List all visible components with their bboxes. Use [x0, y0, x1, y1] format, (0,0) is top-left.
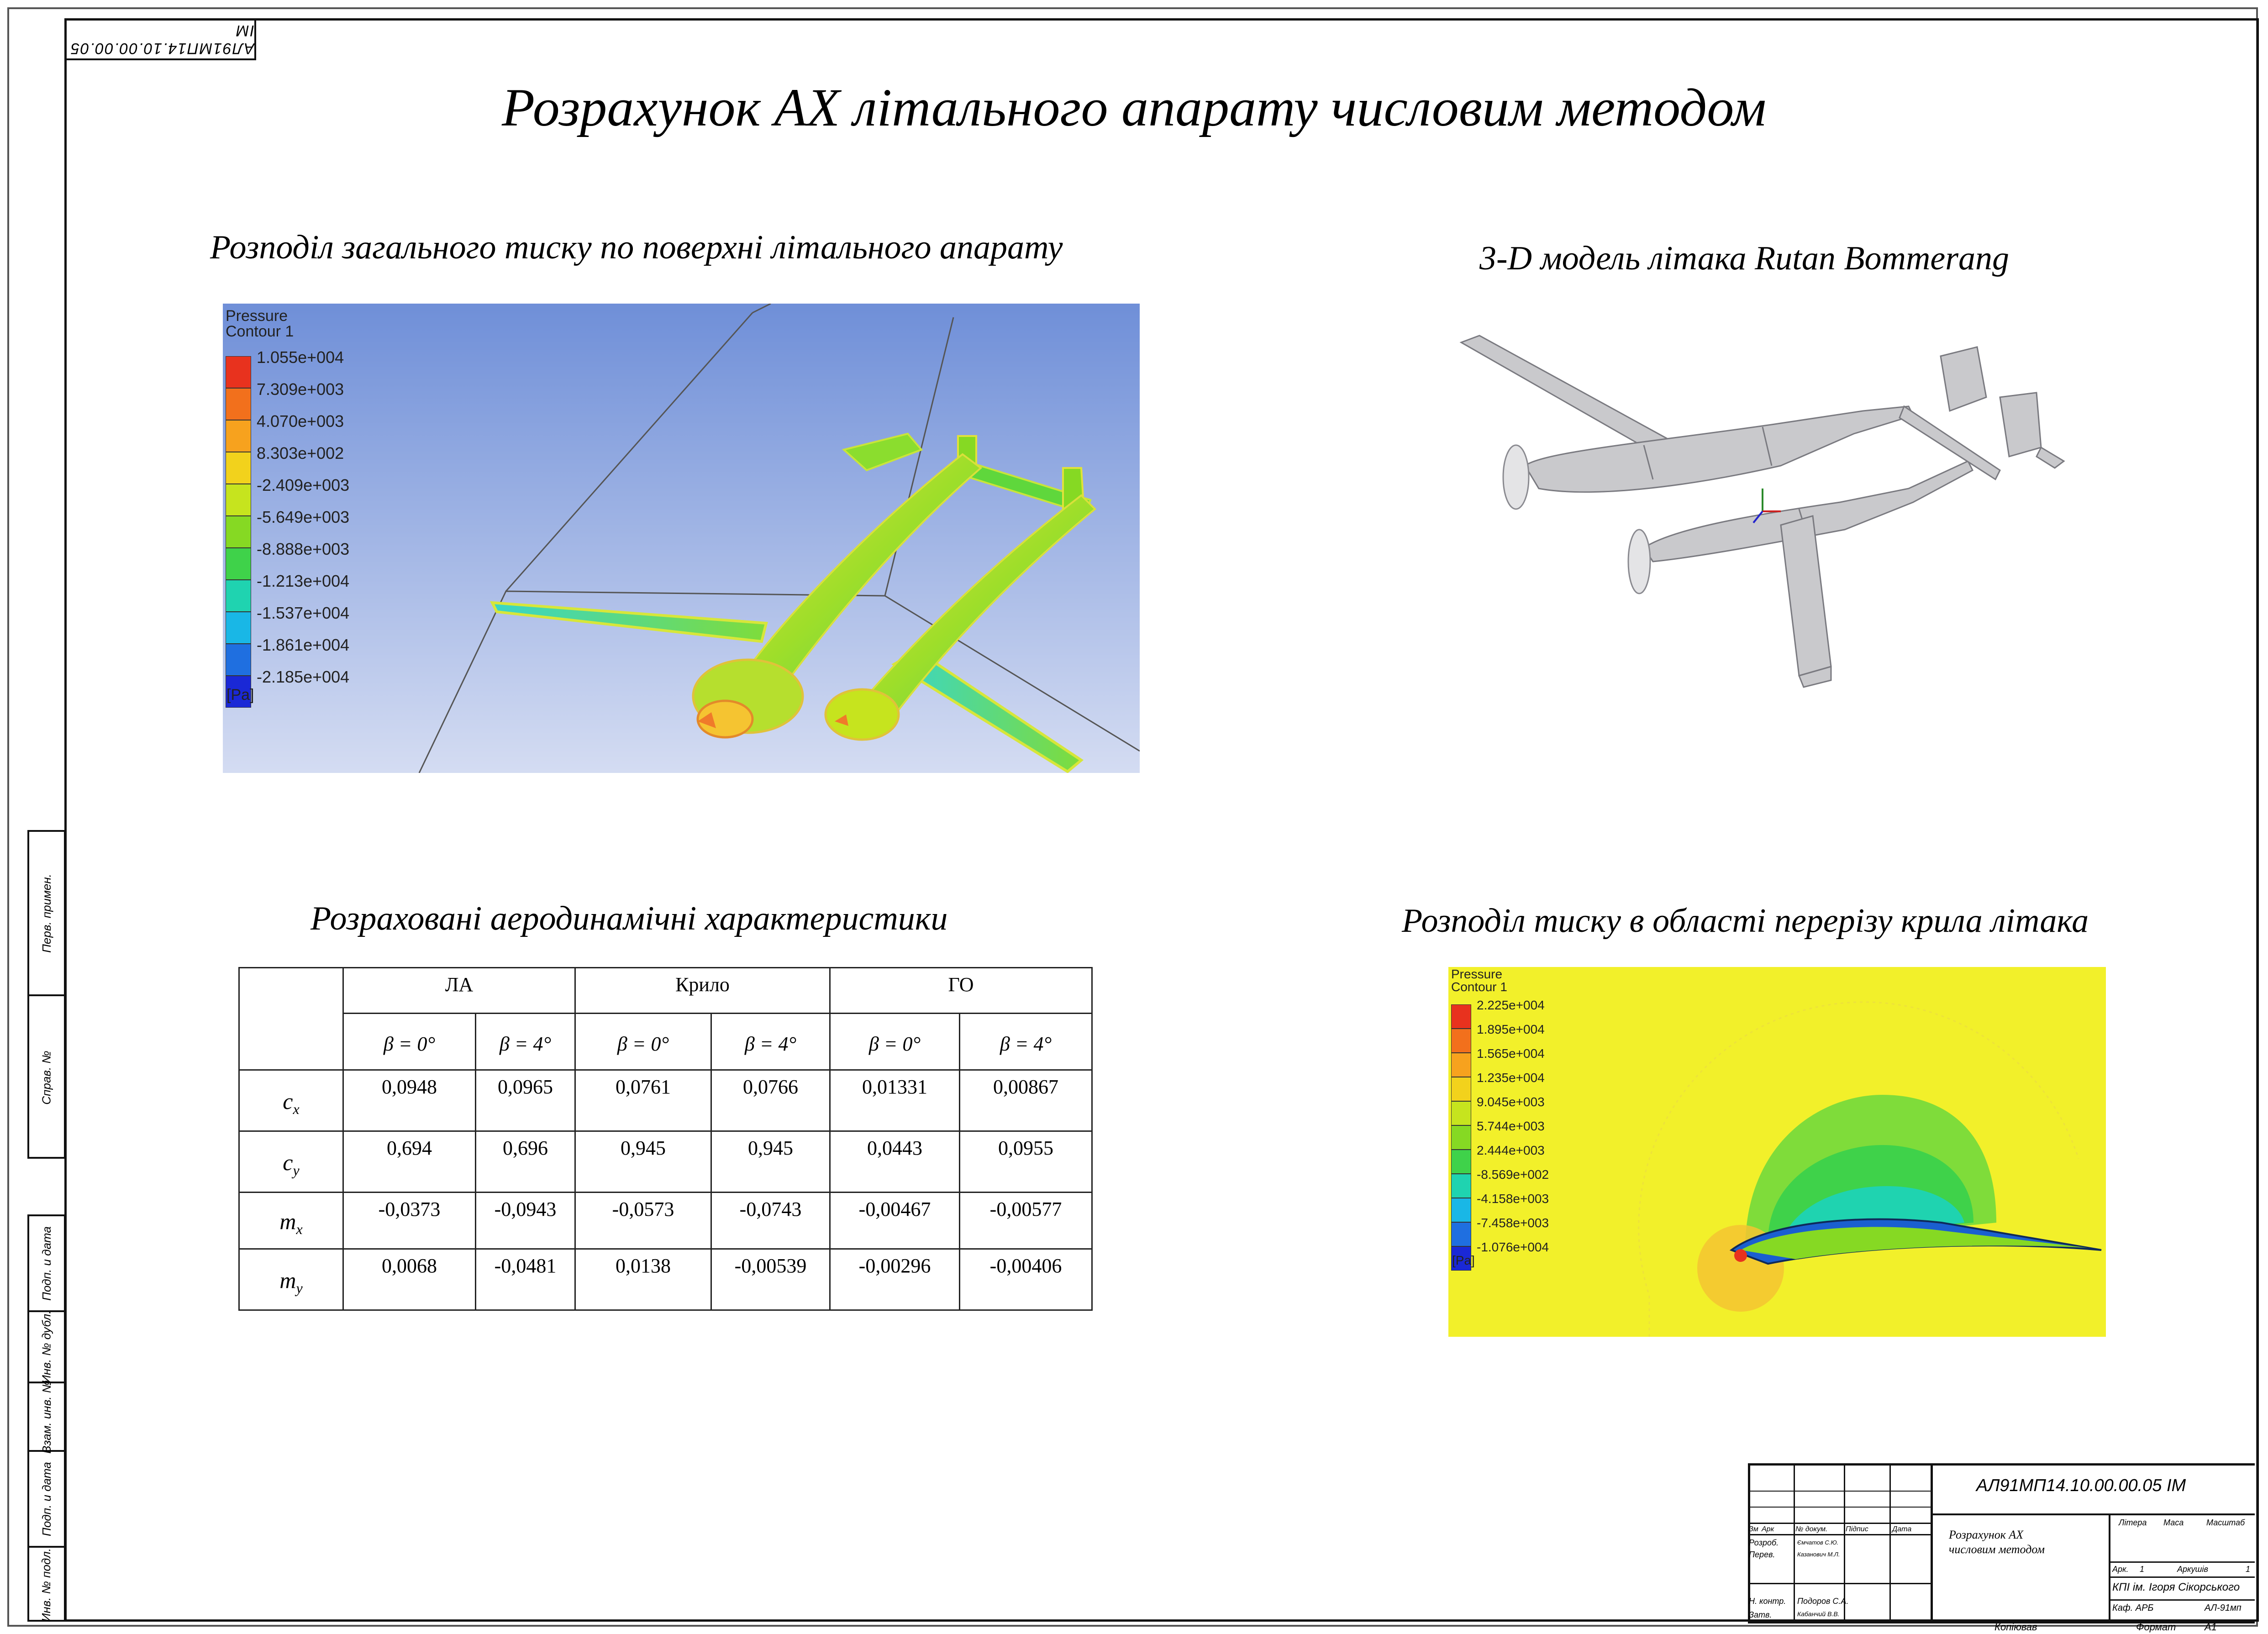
tb-name: Ємчатов С.Ю.	[1797, 1539, 1839, 1546]
model-3d-render	[1452, 315, 2073, 689]
tb-copied: Копіював	[1994, 1621, 2037, 1633]
legend-color-swatch	[1451, 1004, 1471, 1029]
legend-value: -1.213e+004	[257, 572, 350, 590]
legend-value: -8.569e+002	[1477, 1167, 1549, 1182]
table-row	[239, 1131, 1092, 1193]
title-block-code: АЛ91МП14.10.00.00.05 IM	[1976, 1476, 2186, 1495]
table-cell: 0,0955	[960, 1131, 1092, 1193]
table-group-header: ЛА	[343, 968, 575, 1014]
legend-title: Pressure	[1451, 967, 1503, 981]
side-cell: Взам. инв. №	[29, 1383, 64, 1452]
table-row-symbol: $m_x$	[239, 1193, 343, 1249]
table-beta-header: β = 0°	[830, 1014, 960, 1070]
legend-value: -8.888e+003	[257, 540, 350, 558]
caption-pressure-surface: Розподіл загального тиску по поверхні літального апарату	[210, 229, 1063, 266]
tb-role: Н. контр.	[1749, 1597, 1786, 1606]
legend-color-swatch	[1451, 1101, 1471, 1125]
legend-value: -7.458e+003	[1477, 1216, 1549, 1230]
legend-color-swatch	[1451, 1029, 1471, 1053]
legend-color-swatch	[226, 612, 251, 644]
legend-value: -1.537e+004	[257, 604, 350, 622]
tb-format-value: А1	[2205, 1621, 2217, 1633]
legend-title: Pressure	[226, 307, 288, 325]
legend-unit: [Pa]	[1452, 1253, 1475, 1267]
table-cell: 0,0948	[343, 1070, 476, 1131]
table-cell: 0,945	[575, 1131, 711, 1193]
table-cell: 0,0138	[575, 1249, 711, 1310]
legend-value: -1.861e+004	[257, 636, 350, 654]
table-beta-header: β = 4°	[476, 1014, 575, 1070]
document-code-stamp-text: АЛ91МП14.10.00.00.05 IM	[70, 22, 254, 57]
legend-value: 2.444e+003	[1477, 1143, 1545, 1157]
legend-color-swatch	[226, 420, 251, 452]
table-beta-header: β = 4°	[960, 1014, 1092, 1070]
table-cell: 0,0761	[575, 1070, 711, 1131]
tb-col-mass: Маса	[2163, 1518, 2184, 1527]
tb-head-sign: Підпис	[1846, 1525, 1868, 1533]
legend-color-swatch	[1451, 1174, 1471, 1198]
table-cell: 0,0766	[711, 1070, 830, 1131]
tb-sheet-label: Арк.	[2112, 1565, 2129, 1574]
surface-pressure-legend	[226, 307, 350, 704]
table-cell: -0,00539	[711, 1249, 830, 1310]
legend-color-swatch	[226, 452, 251, 484]
tb-role: Перев.	[1749, 1550, 1775, 1559]
legend-value: 7.309e+003	[257, 380, 344, 399]
legend-value: -2.185e+004	[257, 667, 350, 686]
legend-color-swatch	[226, 548, 251, 580]
tb-role: Затв.	[1749, 1610, 1772, 1619]
wing-section-image	[1448, 967, 2106, 1337]
table-cell: -0,00467	[830, 1193, 960, 1249]
side-cell: Перв. примен.	[29, 832, 64, 996]
table-cell: 0,01331	[830, 1070, 960, 1131]
table-cell: -0,00406	[960, 1249, 1092, 1310]
title-block	[1748, 1463, 2259, 1634]
tb-organization: КПІ ім. Ігоря Сікорського	[2112, 1581, 2240, 1593]
legend-subtitle: Contour 1	[1451, 980, 1507, 994]
table-cell: 0,0443	[830, 1131, 960, 1193]
table-row-symbol: $c_x$	[239, 1070, 343, 1131]
legend-value: 1.235e+004	[1477, 1071, 1545, 1085]
table-row	[239, 1193, 1092, 1249]
legend-value: 1.055e+004	[257, 348, 344, 367]
tb-name: Подоров С.А.	[1797, 1597, 1849, 1606]
model-3d-image	[1452, 315, 2073, 689]
legend-unit: [Pa]	[226, 686, 254, 704]
legend-color-swatch	[1451, 1125, 1471, 1150]
table-cell: 0,696	[476, 1131, 575, 1193]
legend-value: 4.070e+003	[257, 412, 344, 431]
table-cell: -0,0943	[476, 1193, 575, 1249]
table-cell: 0,945	[711, 1131, 830, 1193]
legend-color-swatch	[226, 356, 251, 388]
legend-value: 8.303e+002	[257, 444, 344, 462]
legend-color-swatch	[1451, 1077, 1471, 1101]
table-cell: -0,0373	[343, 1193, 476, 1249]
table-beta-header: β = 0°	[575, 1014, 711, 1070]
table-row	[239, 1070, 1092, 1131]
legend-color-swatch	[1451, 1222, 1471, 1246]
tb-head-doc: № докум.	[1795, 1525, 1828, 1533]
tb-col-liter: Літера	[2119, 1518, 2147, 1527]
side-strip-lower	[27, 1214, 66, 1622]
caption-wing-section: Розподіл тиску в області перерізу крила літака	[1402, 902, 2089, 940]
document-code-stamp	[64, 18, 256, 60]
legend-color-swatch	[226, 580, 251, 612]
tb-doc-name-1: Розрахунок АХ	[1949, 1528, 2024, 1541]
legend-color-swatch	[226, 388, 251, 420]
tb-doc-name-2: числовим методом	[1949, 1543, 2045, 1556]
side-cell: Подп. и дата	[29, 1452, 64, 1548]
table-group-header: Крило	[575, 968, 830, 1014]
legend-value: -5.649e+003	[257, 508, 350, 526]
legend-color-swatch	[1451, 1150, 1471, 1174]
tb-sheet-value: 1	[2140, 1565, 2145, 1574]
side-strip-upper	[27, 830, 66, 1159]
table-cell: -0,0481	[476, 1249, 575, 1310]
legend-subtitle: Contour 1	[226, 323, 294, 340]
tb-name: Казанович М.Л.	[1797, 1551, 1840, 1558]
legend-value: -2.409e+003	[257, 476, 350, 494]
caption-aero-table: Розраховані аеродинамічні характеристики	[310, 900, 948, 937]
legend-value: -1.076e+004	[1477, 1240, 1549, 1254]
legend-value: 1.565e+004	[1477, 1046, 1545, 1061]
page-title: Розрахунок АХ літального апарату числовим методом	[501, 78, 1767, 137]
table-cell: 0,00867	[960, 1070, 1092, 1131]
legend-color-swatch	[1451, 1198, 1471, 1222]
side-cell: Инв. № подл.	[39, 1548, 53, 1622]
table-row	[239, 1249, 1092, 1310]
tb-head-zm: Зм	[1749, 1525, 1758, 1533]
legend-color-swatch	[226, 516, 251, 548]
side-cell: Инв. № дубл.	[29, 1312, 64, 1383]
caption-3d-model: 3-D модель літака Rutan Bommerang	[1479, 240, 2010, 277]
table-cell: -0,00296	[830, 1249, 960, 1310]
tb-col-scale: Масштаб	[2206, 1518, 2245, 1527]
tb-role: Розроб.	[1749, 1538, 1779, 1547]
legend-color-swatch	[226, 484, 251, 516]
table-cell: -0,0573	[575, 1193, 711, 1249]
surface-pressure-image	[223, 304, 1140, 773]
table-cell: 0,694	[343, 1131, 476, 1193]
table-cell: 0,0965	[476, 1070, 575, 1131]
table-cell: 0,0068	[343, 1249, 476, 1310]
legend-value: -4.158e+003	[1477, 1192, 1549, 1206]
legend-value: 9.045e+003	[1477, 1095, 1545, 1109]
tb-format-label: Формат	[2136, 1621, 2176, 1633]
tb-group: АЛ-91мп	[2205, 1603, 2242, 1613]
legend-value: 1.895e+004	[1477, 1022, 1545, 1036]
table-beta-header: β = 4°	[711, 1014, 830, 1070]
table-cell: -0,00577	[960, 1193, 1092, 1249]
tb-sheets-value: 1	[2246, 1565, 2251, 1574]
tb-head-date: Дата	[1892, 1525, 1912, 1533]
legend-color-swatch	[1451, 1053, 1471, 1077]
table-corner-cell	[239, 968, 343, 1070]
table-cell: -0,0743	[711, 1193, 830, 1249]
aero-characteristics-table	[238, 967, 1093, 1311]
tb-department: Каф. АРБ	[2112, 1603, 2154, 1613]
table-group-header: ГО	[830, 968, 1092, 1014]
side-cell: Справ. №	[39, 1050, 53, 1105]
wing-section-render	[1448, 967, 2106, 1337]
side-cell: Подп. и дата	[29, 1216, 64, 1312]
surface-pressure-render	[223, 304, 1140, 773]
legend-color-swatch	[226, 644, 251, 676]
wing-section-legend	[1451, 967, 1549, 1267]
tb-sheets-label: Аркушів	[2177, 1565, 2208, 1574]
tb-head-ark: Арк	[1762, 1525, 1774, 1533]
legend-value: 5.744e+003	[1477, 1119, 1545, 1133]
table-row-symbol: $m_y$	[239, 1249, 343, 1310]
table-row-symbol: $c_y$	[239, 1131, 343, 1193]
legend-value: 2.225e+004	[1477, 998, 1545, 1012]
tb-name: Кабанчий В.В.	[1797, 1610, 1840, 1618]
table-beta-header: β = 0°	[343, 1014, 476, 1070]
